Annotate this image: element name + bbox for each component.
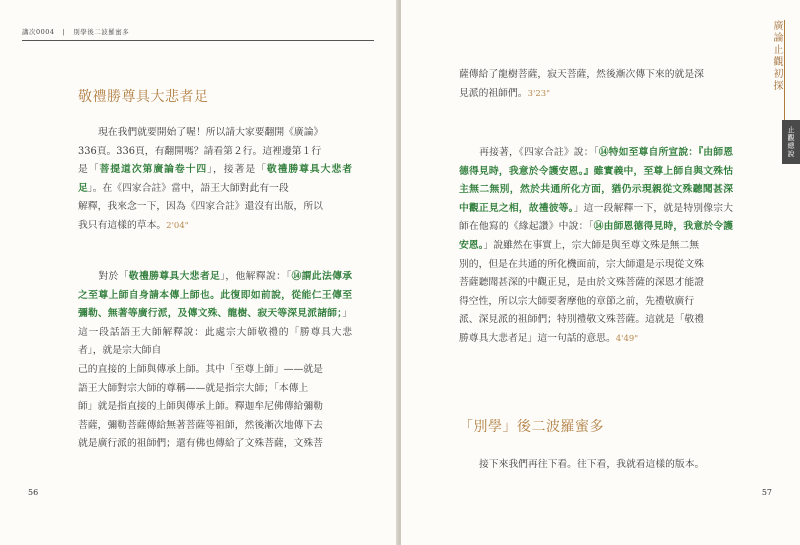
paragraph-2: 對於「敬禮勝尊具大悲者足」，他解釋說：「⑭謂此法傳承之至尊上師自身請本傳上師也。此復即如前說，從能仁王傳至彌勒、無著等廣行派，及傳文殊、龍樹、寂天等深見派諸師；」這一段話語王大師解釋說：此處宗大師敬禮的「勝尊具大悲者」，就是宗大師自 己的直接的上師與傳承上師。其中「至尊上師」——就是 語王大師對宗大師的尊稱——就是指宗大師；「本傳上 師」就是指直接的上師與傳承上師。釋迦牟尼佛傳給彌勒 菩薩，彌勒菩薩傳給無著菩薩等祖師，然後漸次地傳下去 就是廣行派的祖師們；還有佛也傳給了文殊菩薩，文殊菩 — [78, 271, 353, 450]
section-title: 「別學」後二波羅蜜多 — [459, 419, 604, 435]
page-number: 56 — [28, 488, 39, 497]
timestamp: 4'49" — [615, 333, 639, 344]
quote-text: ⑭特如至尊自所宣說：『由師恩德得見時，我意於令護安恩。』雖實義中，至尊上師自與文殊怙主無二無別，然於共通所化方面，猶仍示現親從文殊聽聞甚深中觀正見之相，故禮彼等。 — [459, 147, 733, 214]
paragraph-continuation: 薩傳給了龍樹菩薩，寂天菩薩，然後漸次傳下來的就是深 見派的祖師們。3'23" — [459, 69, 704, 99]
chapter-title: 別學後二波羅蜜多 — [73, 28, 130, 36]
book-seal — [764, 20, 794, 108]
running-head: 講次0004 | 別學後二波羅蜜多 — [22, 28, 130, 36]
quote-text: 敬禮勝尊具大悲者足 — [78, 164, 353, 194]
left-page — [0, 0, 399, 545]
timestamp: 3'23" — [527, 88, 551, 99]
quote-text: 菩提道次第廣論卷十四 — [99, 164, 208, 176]
seal-calligraphy: 廣論止觀初探 — [771, 20, 782, 92]
paragraph-3: 再接著，《四家合註》說：「⑭特如至尊自所宣說：『由師恩德得見時，我意於令護安恩。』雖實義中，至尊上師自與文殊怙主無二無別，然於共通所化方面，猶仍示現親從文殊聽聞甚深中觀正見之相，故禮彼等。」這一段解釋一下，就是特別像宗大師在他寫的《緣起讚》中說：「⑭由師恩德得見時，我意於令護安恩。」說雖然在事實上，宗大師是與至尊文殊是無二無 別的，但是在共通的所化機面前，宗大師還是示現從文殊 菩薩聽聞甚深的中觀正見，是由於文殊菩薩的深恩才能證 得空性，所以宗大師要奢摩他的章節之前，先禮敬廣行 派、深見派的祖師們；特別禮敬文殊菩薩。這就是「敬禮 勝尊具大悲者足」這一句話的意思。4'49" — [459, 147, 734, 344]
paragraph-1: 現在我們就要開始了喔！所以請大家要翻開《廣論》 336頁。336頁，有翻開嗎？請看第２行。這裡邊第１行 是「菩提道次第廣論卷十四」，接著是「敬禮勝尊具大悲者足」。在《四家合註》當中，語王大師對此有一段 解釋，我來念一下，因為《四家合註》還沒有出版，所以 我只有這樣的草本。2'04" — [78, 127, 353, 231]
quote-text: 敬禮勝尊具大悲者足 — [128, 271, 221, 282]
quote-text: ⑭由師恩德得見時，我意於令護安恩。 — [459, 221, 734, 251]
page-number: 57 — [761, 488, 772, 497]
section-title: 敬禮勝尊具大悲者足 — [78, 89, 209, 105]
chapter-tag: 止觀總說 — [782, 120, 800, 164]
quote-text: ⑭謂此法傳承之至尊上師自身請本傳上師也。此復即如前說，從能仁王傳至彌勒、無著等廣行派，及傳文殊、龍樹、寂天等深見派諸師； — [78, 271, 353, 320]
header-rule — [22, 40, 374, 41]
paragraph-4: 接下來我們再往下看。往下看，我就看這樣的版本。 — [479, 459, 705, 470]
timestamp: 2'04" — [166, 220, 189, 231]
right-page — [401, 0, 800, 545]
lecture-number: 講次0004 — [22, 28, 55, 36]
